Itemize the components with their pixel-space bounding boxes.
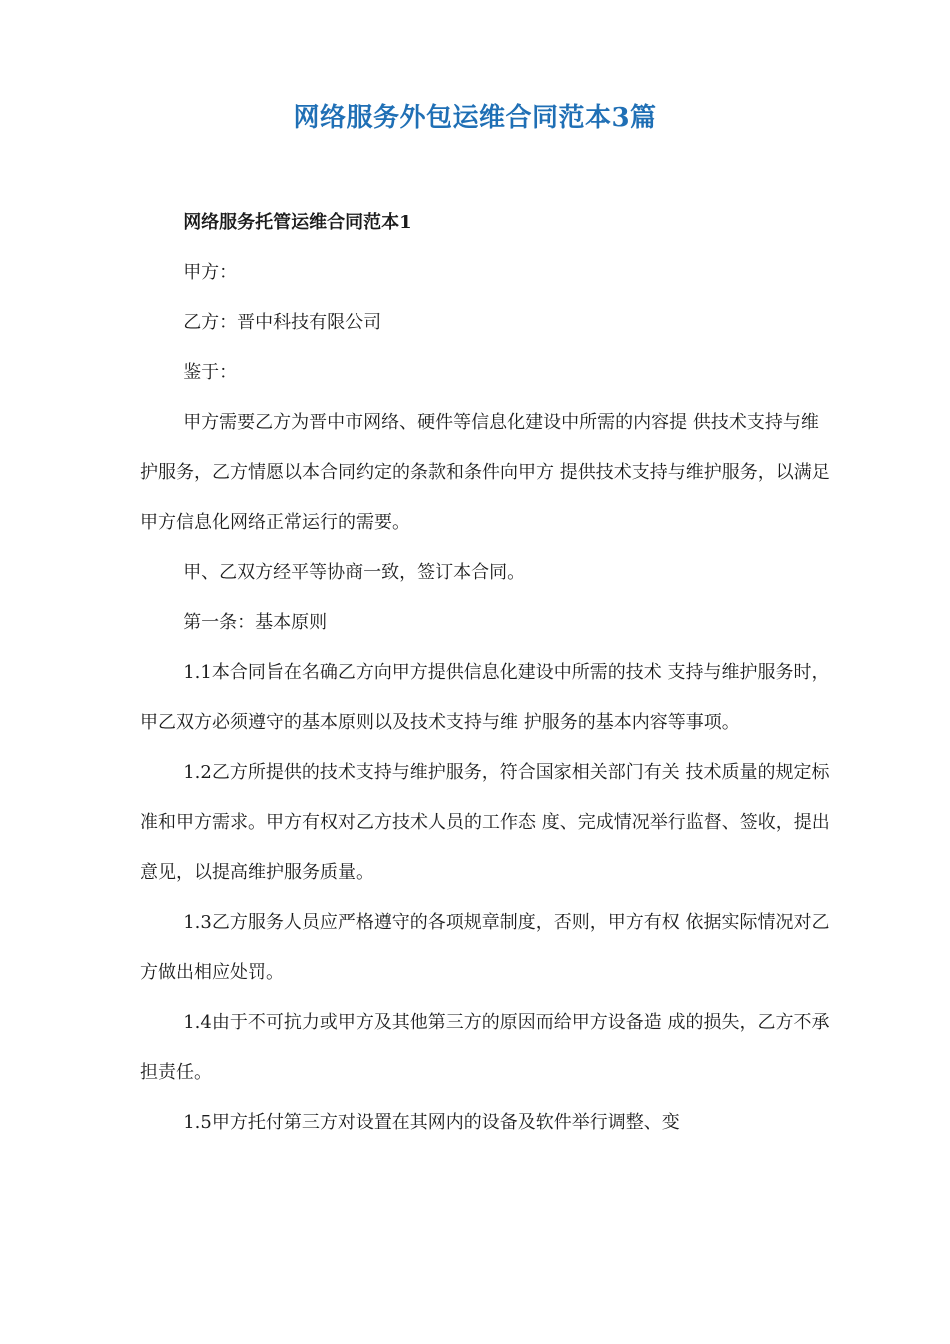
- paragraph: 甲、乙双方经平等协商一致，签订本合同。: [183, 562, 526, 583]
- clause-1-5: 1.5甲方托付第三方对设置在其网内的设备及软件举行调整、变: [183, 1112, 680, 1133]
- document-title: 网络服务外包运维合同范本3篇: [293, 103, 657, 133]
- clause-1-1: 1.1本合同旨在名确乙方向甲方提供信息化建设中所需的技术 支持与维护服务时，甲乙双方必须遵守的基本原则以及技术支持与维 护服务的基本内容等事项。: [140, 662, 830, 733]
- article-heading: 第一条：基本原则: [183, 612, 328, 633]
- party-b-line: 乙方：晋中科技有限公司: [183, 312, 382, 333]
- whereas-line: 鉴于：: [183, 362, 238, 383]
- document-body: [140, 198, 830, 1148]
- clause-1-2: 1.2乙方所提供的技术支持与维护服务，符合国家相关部门有关 技术质量的规定标准和甲方需求。甲方有权对乙方技术人员的工作态 度、完成情况举行监督、签收，提出意见，以提高维护服务质量。: [140, 762, 830, 883]
- party-a-line: 甲方：: [183, 262, 238, 283]
- section-heading: 网络服务托管运维合同范本1: [183, 212, 412, 233]
- clause-1-4: 1.4由于不可抗力或甲方及其他第三方的原因而给甲方设备造 成的损失，乙方不承担责任。: [140, 1012, 830, 1083]
- paragraph: 甲方需要乙方为晋中市网络、硬件等信息化建设中所需的内容提 供技术支持与维护服务，乙方情愿以本合同约定的条款和条件向甲方 提供技术支持与维护服务，以满足甲方信息化网络正常运行的需要。: [140, 412, 830, 533]
- clause-1-3: 1.3乙方服务人员应严格遵守的各项规章制度，否则，甲方有权 依据实际情况对乙方做出相应处罚。: [140, 912, 830, 983]
